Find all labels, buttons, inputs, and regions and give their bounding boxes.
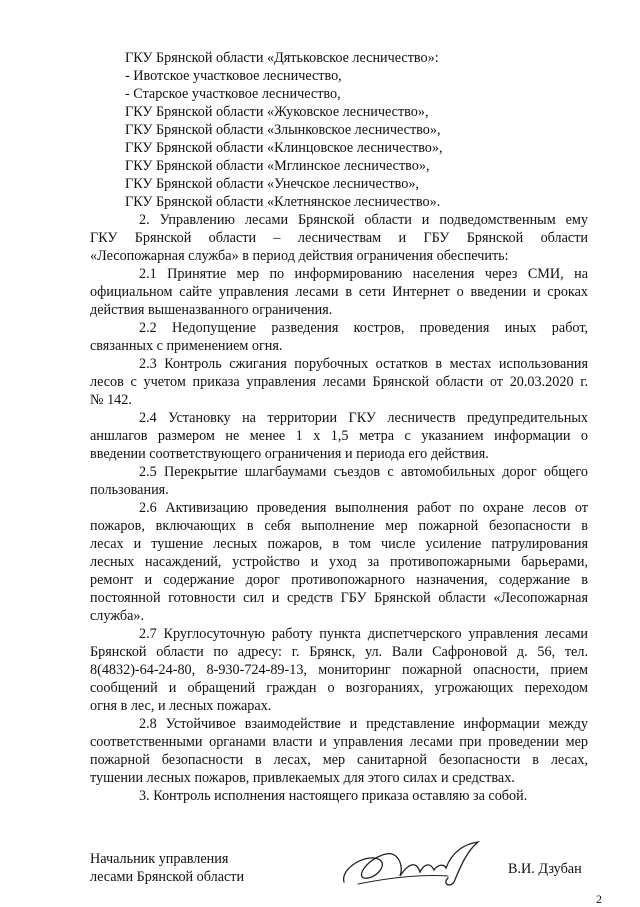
page-number: 2 <box>596 892 602 906</box>
paragraph-2-2-line: 2.2 Недопущение разведения костров, проведения иных работ, <box>139 320 588 336</box>
paragraph-2-6-line: постоянной готовности сил и средств ГБУ Брянской области «Лесопожарная <box>90 590 588 606</box>
paragraph-2-5-line: 2.5 Перекрытие шлагбаумами съездов с автомобильных дорог общего <box>139 464 588 480</box>
paragraph-2-6-line: пожаров, включающих в себя выполнение мер пожарной безопасности в <box>90 518 588 534</box>
paragraph-2-1-line: действия вышеназванного ограничения. <box>90 302 333 318</box>
paragraph-2-4-line: аншлагов размером не менее 1 х 1,5 метра с указанием информации о <box>90 428 588 444</box>
paragraph-2-7-line: 2.7 Круглосуточную работу пункта диспетчерского управления лесами <box>139 626 588 642</box>
list-line: ГКУ Брянской области «Дятьковское лесничество»: <box>125 50 439 66</box>
paragraph-2-1-line: официальном сайте управления лесами в сети Интернет о введении и сроках <box>90 284 588 300</box>
paragraph-2-7-line: огня в лес, и лесных пожарах. <box>90 698 272 714</box>
list-line: - Старское участковое лесничество, <box>125 86 341 102</box>
list-line: ГКУ Брянской области «Клетнянское лесничество». <box>125 194 441 210</box>
paragraph-2-6-line: лесных насаждений, устройство и уход за противопожарными барьерами, <box>90 554 588 570</box>
list-line: ГКУ Брянской области «Клинцовское лесничество», <box>125 140 443 156</box>
paragraph-2-6-line: 2.6 Активизацию проведения выполнения работ по охране лесов от <box>139 500 588 516</box>
paragraph-2-line: 2. Управлению лесами Брянской области и подведомственным ему <box>139 212 588 228</box>
paragraph-2-7-line: 8(4832)-64-24-80, 8-930-724-89-13, мониторинг пожарной опасности, прием <box>90 662 588 678</box>
signatory-title-line: лесами Брянской области <box>90 869 245 885</box>
handwritten-signature <box>338 838 488 894</box>
paragraph-2-line: «Лесопожарная служба» в период действия ограничения обеспечить: <box>90 248 509 264</box>
list-line: ГКУ Брянской области «Жуковское лесничество», <box>125 104 429 120</box>
paragraph-2-7-line: сообщений и обращений граждан о возгораниях, угрожающих переходом <box>90 680 588 696</box>
paragraph-2-3-line: 2.3 Контроль сжигания порубочных остатков в местах использования <box>139 356 588 372</box>
paragraph-2-line: ГКУ Брянской области – лесничествам и ГБУ Брянской области <box>90 230 588 246</box>
paragraph-2-4-line: 2.4 Установку на территории ГКУ лесничеств предупредительных <box>139 410 588 426</box>
paragraph-2-6-line: служба». <box>90 608 145 624</box>
paragraph-2-6-line: лесах и тушение лесных пожаров, в том числе усиление патрулирования <box>90 536 588 552</box>
paragraph-2-8-line: пожарной безопасности в лесах, мер санитарной безопасности в лесах, <box>90 752 588 768</box>
list-line: ГКУ Брянской области «Мглинское лесничество», <box>125 158 430 174</box>
list-line: ГКУ Брянской области «Унечское лесничество», <box>125 176 419 192</box>
signatory-name: В.И. Дзубан <box>508 861 582 877</box>
paragraph-2-7-line: Брянской области по адресу: г. Брянск, ул. Вали Сафроновой д. 56, тел. <box>90 644 588 660</box>
signatory-title-line: Начальник управления <box>90 851 229 867</box>
paragraph-3: 3. Контроль исполнения настоящего приказа оставляю за собой. <box>139 788 528 804</box>
paragraph-2-1-line: 2.1 Принятие мер по информированию населения через СМИ, на <box>139 266 588 282</box>
paragraph-2-3-line: лесов с учетом приказа управления лесами Брянской области от 20.03.2020 г. <box>90 374 588 390</box>
paragraph-2-2-line: связанных с применением огня. <box>90 338 283 354</box>
paragraph-2-4-line: введении соответствующего ограничения и периода его действия. <box>90 446 489 462</box>
paragraph-2-8-line: 2.8 Устойчивое взаимодействие и представление информации между <box>139 716 588 732</box>
list-line: ГКУ Брянской области «Злынковское лесничество», <box>125 122 441 138</box>
paragraph-2-8-line: соответственными органами власти и управления лесами при проведении мер <box>90 734 588 750</box>
paragraph-2-6-line: ремонт и содержание дорог противопожарного назначения, содержание в <box>90 572 588 588</box>
paragraph-2-5-line: пользования. <box>90 482 169 498</box>
paragraph-2-3-line: № 142. <box>90 392 132 408</box>
paragraph-2-8-line: тушении лесных пожаров, привлекаемых для этого силах и средствах. <box>90 770 515 786</box>
list-line: - Ивотское участковое лесничество, <box>125 68 342 84</box>
